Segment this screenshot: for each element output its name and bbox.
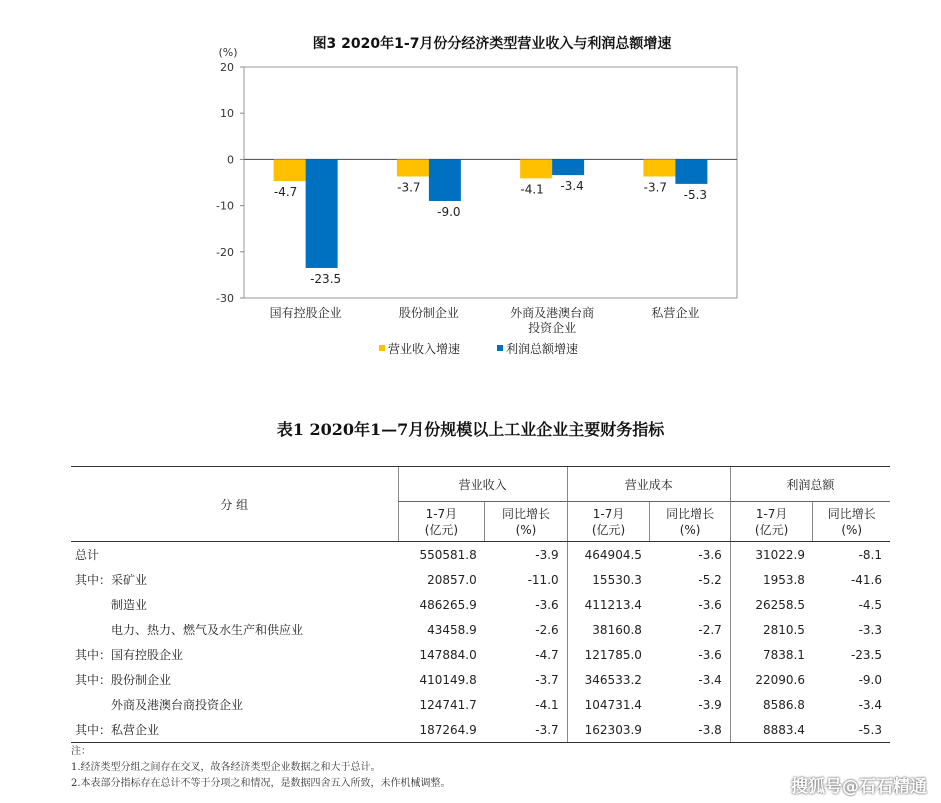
category-label: 私营企业 — [651, 306, 700, 320]
bar-data-label: -3.4 — [560, 179, 584, 194]
cell: -3.3 — [858, 622, 882, 637]
table-row — [71, 592, 890, 617]
cell: -5.2 — [698, 572, 722, 587]
sub-header-value: 1-7月 (亿元) — [398, 502, 485, 542]
y-axis-ticks — [216, 61, 244, 305]
row-label: 外商及港澳台商投资企业 — [111, 698, 244, 712]
profit-bar — [552, 159, 584, 175]
cell: 38160.8 — [567, 617, 650, 642]
cell: -3.7 — [485, 717, 567, 743]
group-header: 分 组 — [71, 467, 398, 542]
cell: -2.6 — [535, 622, 559, 637]
profit-bar — [429, 159, 461, 201]
cell: 187264.9 — [398, 717, 485, 743]
cell: 8586.8 — [730, 692, 813, 717]
cell: 550581.8 — [419, 547, 477, 562]
cell: 147884.0 — [419, 647, 477, 662]
cell: -5.3 — [813, 717, 890, 743]
cell: 20857.0 — [427, 572, 477, 587]
category-label: 股份制企业 — [398, 306, 459, 320]
cell: -41.6 — [850, 572, 882, 587]
watermark: 搜狐号@石石精通 — [791, 777, 927, 797]
cell: 464904.5 — [567, 542, 650, 568]
table-row — [71, 542, 890, 568]
bars — [274, 159, 708, 268]
chart-title: 图3 2020年1-7月份分经济类型营业收入与利润总额增速 — [312, 36, 672, 52]
revenue-bar — [397, 159, 429, 176]
row-label: 总计 — [75, 548, 100, 562]
bar-data-label: -4.1 — [520, 182, 544, 197]
note-item: 2.本表部分指标存在总计不等于分项之和情况，是数据四舍五入所致，未作机械调整。 — [71, 778, 451, 789]
y-tick-label: -20 — [216, 245, 234, 259]
data-labels — [274, 179, 707, 286]
cell: 411213.4 — [567, 592, 650, 617]
cell: -3.7 — [535, 672, 559, 687]
y-tick-label: 10 — [220, 107, 234, 121]
cell: 15530.3 — [567, 567, 650, 592]
cell: -3.4 — [858, 697, 882, 712]
note-item: 1.经济类型分组之间存在交叉，故各经济类型企业数据之和大于总计。 — [71, 762, 381, 773]
cell: -8.1 — [858, 547, 882, 562]
legend-label: 营业收入增速 — [388, 342, 461, 356]
financial-table — [71, 466, 890, 743]
cell: 104731.4 — [567, 692, 650, 717]
cell: 31022.9 — [730, 542, 813, 568]
row-label: 其中：采矿业 — [75, 573, 148, 587]
bar-data-label: -3.7 — [397, 180, 421, 195]
cell: -4.5 — [858, 597, 882, 612]
row-label: 其中：国有控股企业 — [75, 648, 184, 662]
bar-data-label: -3.7 — [643, 180, 668, 195]
table-notes — [71, 744, 451, 792]
legend — [379, 341, 578, 356]
row-label: 电力、热力、燃气及水生产和供应业 — [111, 623, 304, 637]
category-label: 投资企业 — [528, 321, 577, 335]
cell: 8883.4 — [730, 717, 813, 743]
table-title: 表1 2020年1—7月份规模以上工业企业主要财务指标 — [276, 420, 665, 439]
col-group-cost: 营业成本 — [567, 467, 730, 502]
cell: 2810.5 — [730, 617, 813, 642]
revenue-bar — [274, 159, 306, 181]
bar-data-label: -23.5 — [310, 271, 342, 286]
cell: -3.6 — [535, 597, 559, 612]
cell: -11.0 — [527, 572, 559, 587]
col-group-profit: 利润总额 — [730, 467, 890, 502]
revenue-bar — [520, 159, 552, 178]
bar-data-label: -5.3 — [683, 187, 708, 202]
sub-header-value: 1-7月 (亿元) — [730, 502, 813, 542]
cell: 121785.0 — [567, 642, 650, 667]
table-row — [71, 567, 890, 592]
y-tick-label: -10 — [216, 199, 234, 213]
cell: 162303.9 — [567, 717, 650, 743]
cell: 22090.6 — [730, 667, 813, 692]
cell: -9.0 — [858, 672, 882, 687]
row-label: 其中：股份制企业 — [75, 673, 172, 687]
col-group-revenue: 营业收入 — [398, 467, 567, 502]
legend-swatch — [497, 345, 503, 351]
cell: 7838.1 — [730, 642, 813, 667]
table-row — [71, 642, 890, 667]
notes-head: 注： — [71, 746, 91, 757]
y-tick-label: 20 — [220, 61, 234, 74]
legend-label: 利润总额增速 — [506, 342, 579, 356]
cell: -3.8 — [650, 717, 730, 743]
sub-header-growth: 同比增长 (%) — [485, 502, 567, 542]
cell: -3.6 — [698, 597, 722, 612]
cell: -3.9 — [535, 547, 559, 562]
y-tick-label: 0 — [227, 153, 234, 167]
y-unit-label: (%) — [218, 46, 238, 59]
cell: 1953.8 — [730, 567, 813, 592]
cell: -2.7 — [698, 622, 722, 637]
bar-chart — [0, 0, 941, 400]
cell: 43458.9 — [427, 622, 477, 637]
category-labels — [270, 305, 700, 335]
sub-header-growth: 同比增长 (%) — [650, 502, 730, 542]
cell: 26258.5 — [730, 592, 813, 617]
cell: 124741.7 — [419, 697, 477, 712]
profit-bar — [306, 159, 338, 268]
table-row — [71, 692, 890, 717]
cell: -23.5 — [850, 647, 882, 662]
sub-header-growth: 同比增长 (%) — [813, 502, 890, 542]
cell: -4.7 — [535, 647, 559, 662]
cell: -3.6 — [698, 547, 722, 562]
table-row — [71, 617, 890, 642]
cell: -3.4 — [698, 672, 722, 687]
table-row — [71, 667, 890, 692]
y-tick-label: -30 — [216, 292, 234, 305]
category-label: 外商及港澳台商 — [510, 306, 595, 320]
cell: 346533.2 — [567, 667, 650, 692]
bar-data-label: -9.0 — [437, 204, 461, 219]
cell: -4.1 — [535, 697, 559, 712]
legend-swatch — [379, 345, 385, 351]
sub-header-value: 1-7月 (亿元) — [567, 502, 650, 542]
cell: 486265.9 — [419, 597, 477, 612]
revenue-bar — [643, 159, 675, 176]
category-label: 国有控股企业 — [269, 306, 342, 320]
row-label: 制造业 — [111, 598, 148, 612]
profit-bar — [675, 159, 707, 183]
table-row — [71, 717, 890, 743]
cell: -3.6 — [698, 647, 722, 662]
cell: 410149.8 — [419, 672, 477, 687]
row-label: 其中：私营企业 — [71, 717, 398, 743]
bar-data-label: -4.7 — [273, 185, 298, 200]
cell: -3.9 — [698, 697, 722, 712]
